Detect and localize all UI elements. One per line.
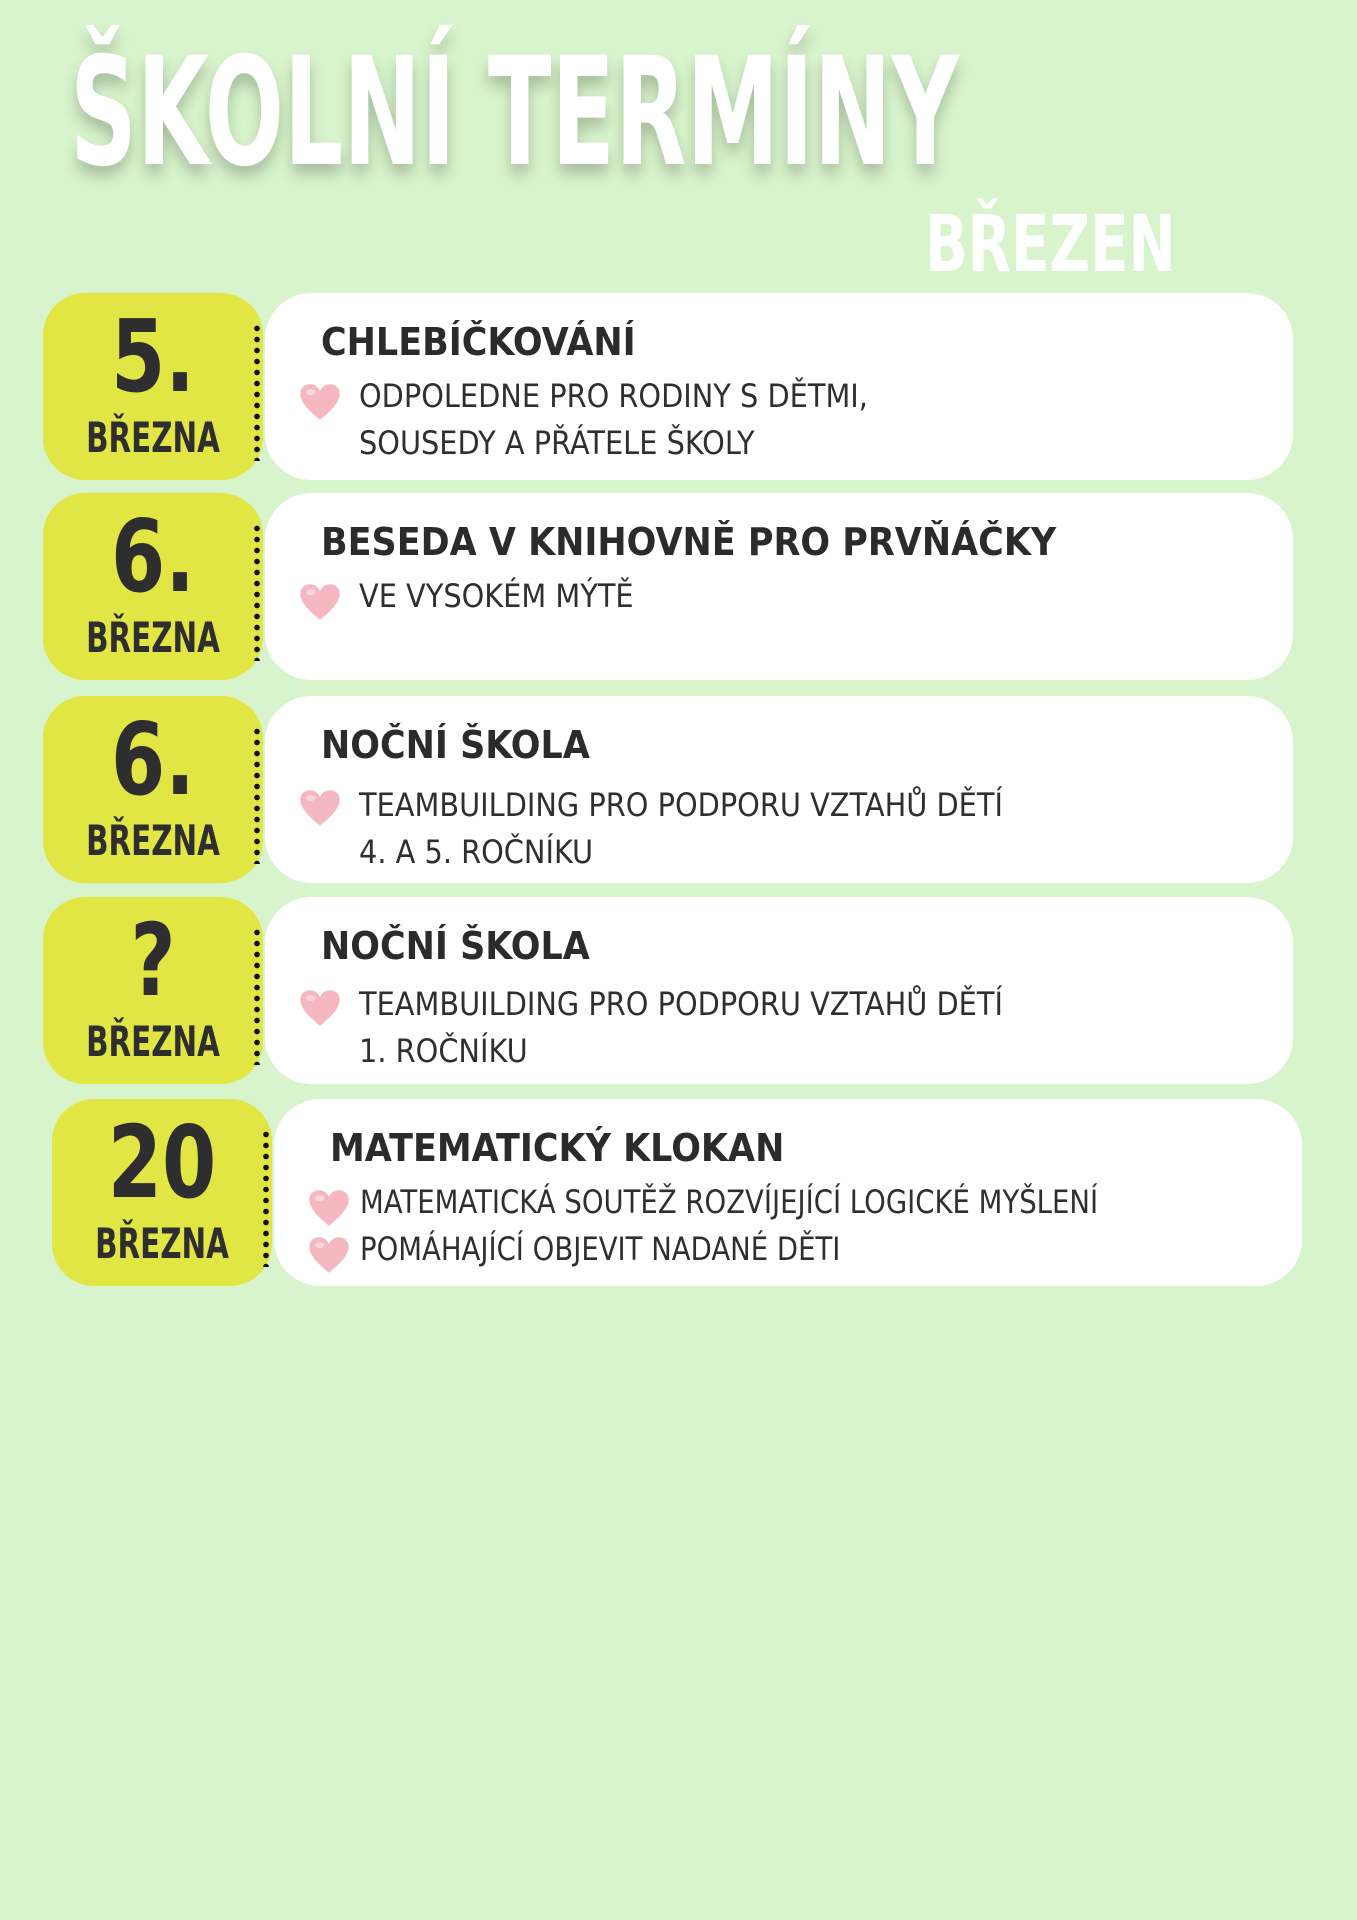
- month-subtitle: BŘEZEN: [925, 200, 1176, 290]
- event-description-line: 1. ROČNÍKU: [359, 1032, 528, 1070]
- heart-icon: [299, 989, 341, 1027]
- event-description-line: VE VYSOKÉM MÝTĚ: [359, 577, 634, 615]
- page-title: ŠKOLNÍ TERMÍNY: [70, 26, 959, 200]
- event-day: 6.: [111, 701, 195, 818]
- event-description-line: POMÁHAJÍCÍ OBJEVIT NADANÉ DĚTI: [360, 1230, 841, 1268]
- event-card: [265, 293, 1293, 480]
- heart-icon: [308, 1236, 350, 1274]
- event-month: BŘEZNA: [86, 613, 220, 662]
- event-description-line: ODPOLEDNE PRO RODINY S DĚTMI,: [359, 377, 868, 415]
- event-day: 20: [107, 1104, 217, 1221]
- heart-icon: [299, 583, 341, 621]
- event-month: BŘEZNA: [86, 816, 220, 865]
- event-item: [43, 897, 1293, 1084]
- event-item: [52, 1099, 1302, 1286]
- dotted-divider: [254, 726, 260, 864]
- event-card: [265, 696, 1293, 883]
- dotted-divider: [263, 1129, 269, 1267]
- heart-icon: [308, 1189, 350, 1227]
- heart-icon: [299, 789, 341, 827]
- event-description-line: TEAMBUILDING PRO PODPORU VZTAHŮ DĚTÍ: [359, 786, 1003, 824]
- event-description-line: SOUSEDY A PŘÁTELE ŠKOLY: [359, 424, 755, 462]
- dotted-divider: [254, 523, 260, 661]
- event-description-line: TEAMBUILDING PRO PODPORU VZTAHŮ DĚTÍ: [359, 985, 1003, 1023]
- date-box: [43, 897, 263, 1084]
- event-day: ?: [130, 902, 176, 1019]
- event-title: BESEDA V KNIHOVNĚ PRO PRVŇÁČKY: [321, 520, 1057, 564]
- dotted-divider: [254, 927, 260, 1065]
- date-box: [43, 293, 263, 480]
- event-card: [265, 493, 1293, 680]
- dotted-divider: [254, 323, 260, 461]
- event-card: [265, 897, 1293, 1084]
- event-month: BŘEZNA: [95, 1219, 229, 1268]
- date-box: [43, 493, 263, 680]
- event-title: NOČNÍ ŠKOLA: [321, 924, 590, 968]
- event-description-line: 4. A 5. ROČNÍKU: [359, 833, 594, 871]
- event-title: CHLEBÍČKOVÁNÍ: [321, 320, 636, 364]
- date-box: [43, 696, 263, 883]
- event-month: BŘEZNA: [86, 1017, 220, 1066]
- event-title: NOČNÍ ŠKOLA: [321, 723, 590, 767]
- event-item: [43, 696, 1293, 883]
- date-box: [52, 1099, 272, 1286]
- heart-icon: [299, 383, 341, 421]
- event-month: BŘEZNA: [86, 413, 220, 462]
- event-day: 5.: [111, 298, 195, 415]
- event-card: [274, 1099, 1302, 1286]
- event-item: [43, 493, 1293, 680]
- event-day: 6.: [111, 498, 195, 615]
- event-description-line: MATEMATICKÁ SOUTĚŽ ROZVÍJEJÍCÍ LOGICKÉ MYŠLENÍ: [360, 1183, 1099, 1221]
- event-item: [43, 293, 1293, 480]
- event-title: MATEMATICKÝ KLOKAN: [330, 1126, 785, 1170]
